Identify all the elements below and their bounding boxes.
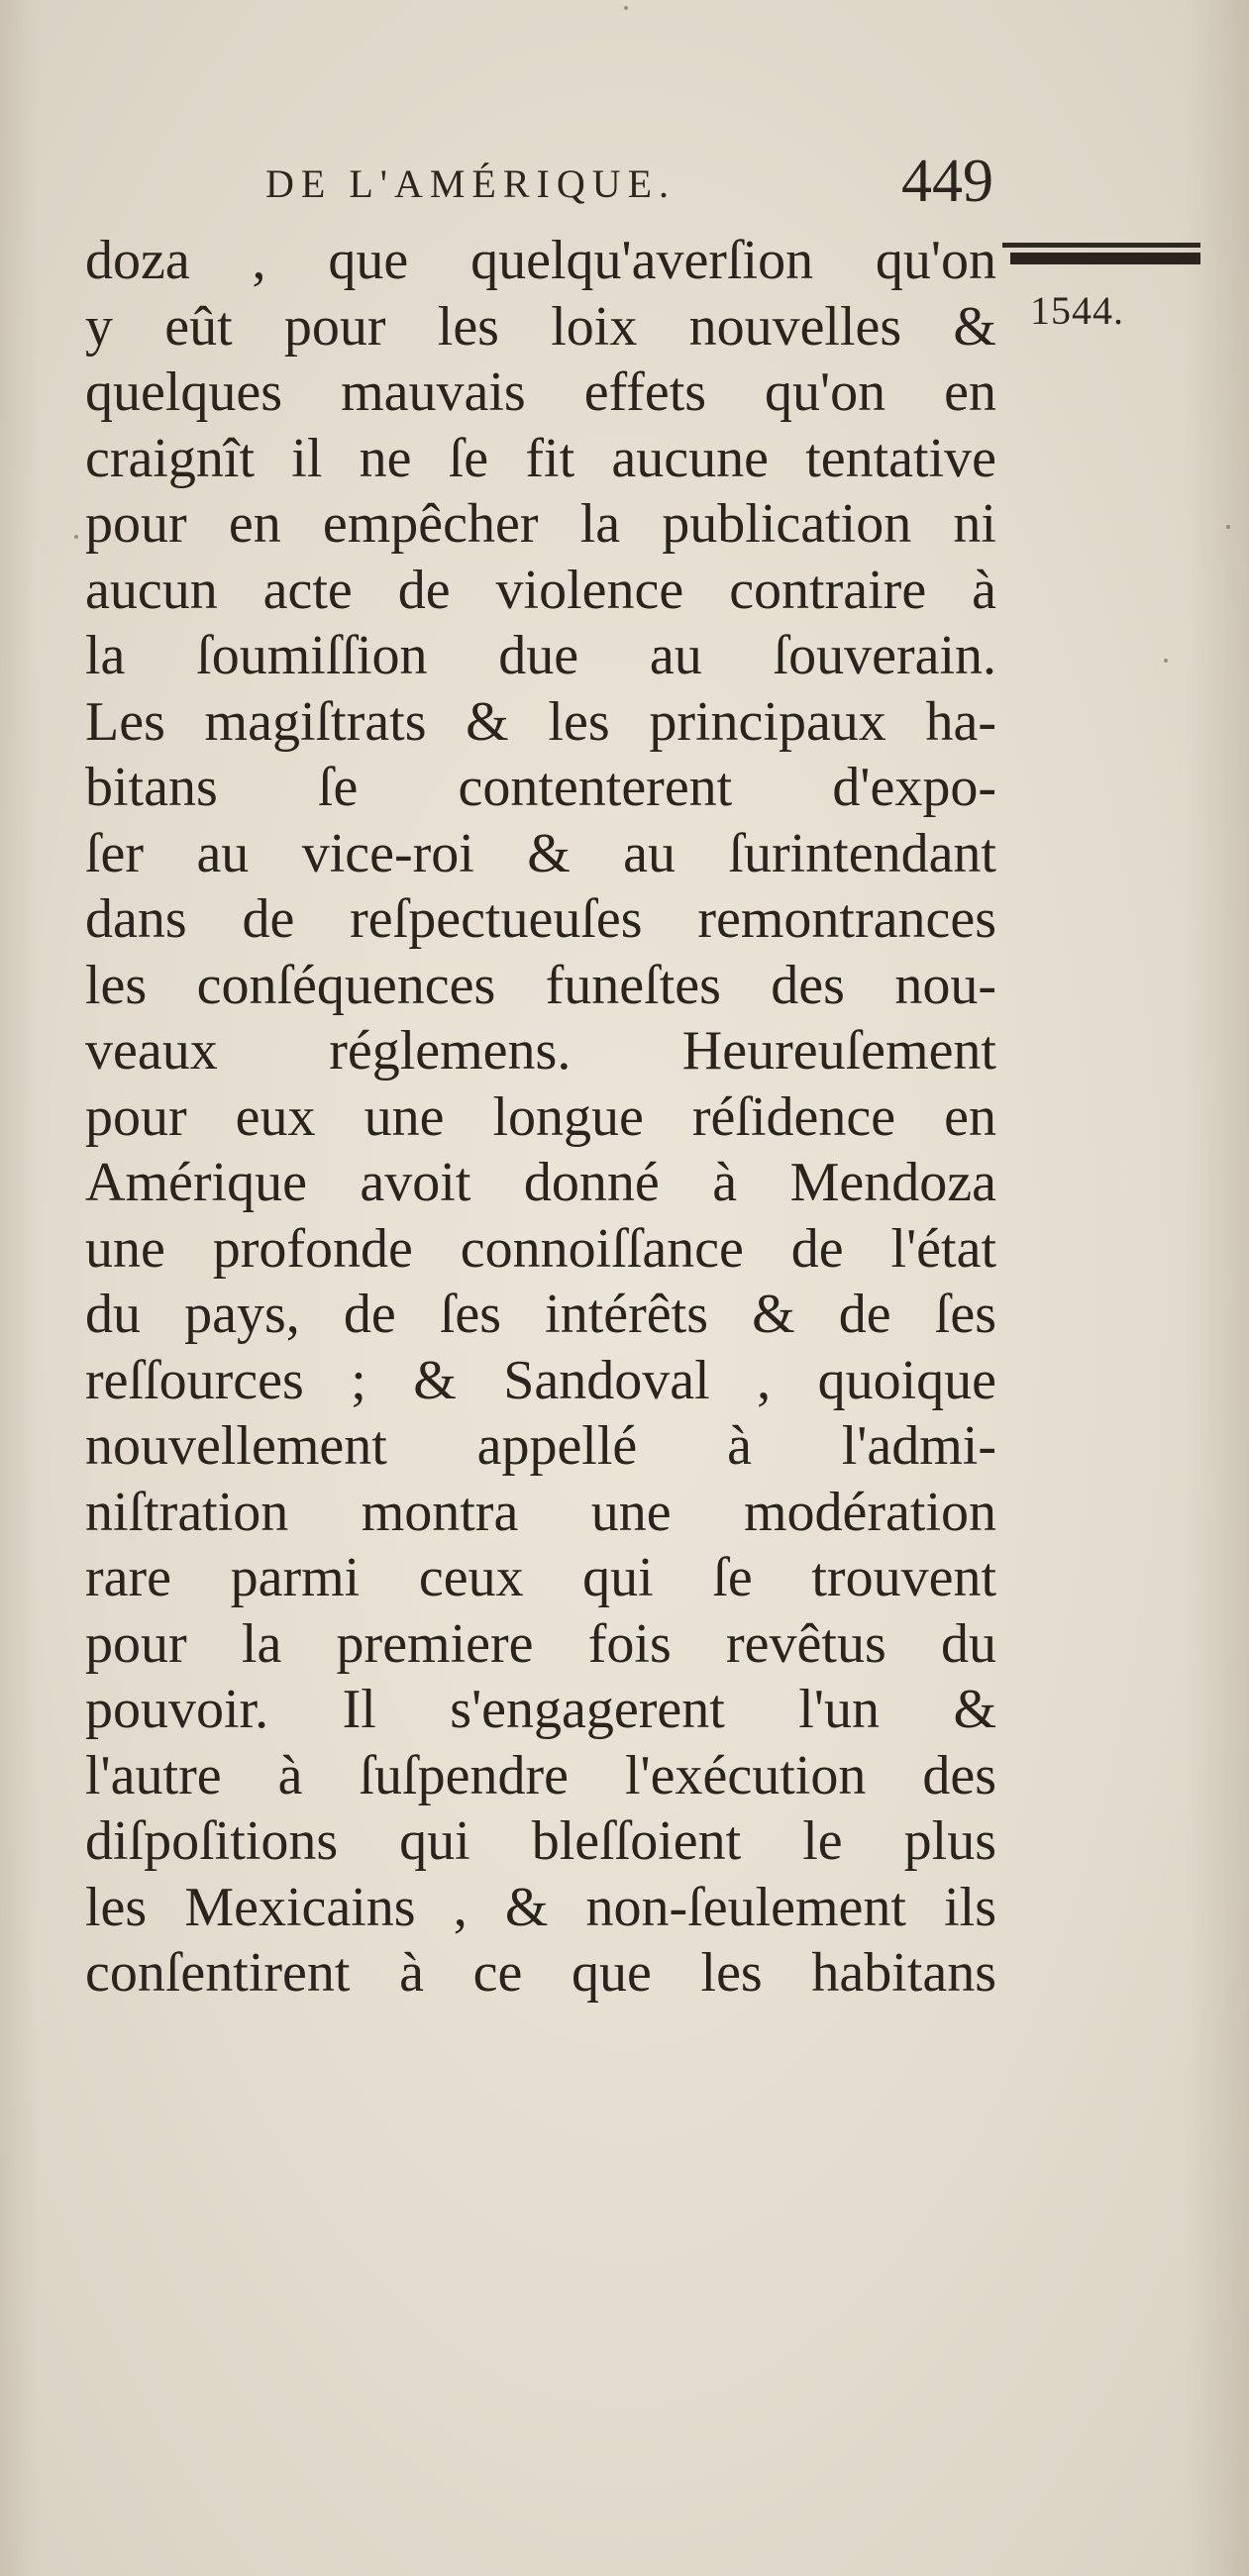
text-line: la ſoumiſſion due au ſouverain. [85,625,996,686]
text-line: reſſources ; & Sandoval , quoique [85,1349,996,1411]
text-line: rare parmi ceux qui ſe trouvent [85,1547,996,1608]
text-line: quelques mauvais effets qu'on en [85,361,996,423]
page-header [265,147,993,216]
text-line: bitans ſe contenterent d'expo- [85,757,996,818]
text-line: y eût pour les loix nouvelles & [85,295,996,358]
text-line: du pays, de ſes intérêts & de ſes [85,1284,996,1345]
text-line: une profonde connoiſſance de l'état [85,1217,996,1280]
text-line: niſtration montra une modération [85,1481,996,1543]
text-line: pouvoir. Il s'engagerent l'un & [85,1679,996,1740]
rule-thin-line [1002,243,1200,248]
text-line: Les magiſtrats & les principaux ha- [85,690,996,753]
text-line: ſer au vice-roi & au ſurintendant [85,822,996,884]
text-line: dans de reſpectueuſes remontrances [85,888,996,950]
text-line: nouvellement appellé à l'admi- [85,1415,996,1477]
paper-speck [74,535,78,539]
text-line: les conſéquences funeſtes des nou- [85,954,996,1016]
running-head: DE L'AMÉRIQUE. [265,161,677,206]
paper-speck [1164,659,1168,663]
text-line: diſpoſitions qui bleſſoient le plus [85,1810,996,1872]
text-line: veaux réglemens. Heureuſement [85,1020,996,1082]
text-line: aucun acte de violence contraire à [85,559,996,621]
rule-thick-line [1010,253,1200,264]
text-line: pour la premiere fois revêtus du [85,1612,996,1675]
text-line: les Mexicains , & non-ſeulement ils [85,1876,996,1938]
margin-year-note: 1544. [1030,288,1124,333]
text-line: craignît il ne ſe fit aucune tentative [85,427,996,489]
text-line: Amérique avoit donné à Mendoza [85,1152,996,1213]
body-text [85,228,996,2040]
text-line: pour en empêcher la publication ni [85,493,996,555]
text-line: l'autre à ſuſpendre l'exécution des [85,1744,996,1806]
page-number: 449 [901,148,993,215]
text-line: pour eux une longue réſidence en [85,1085,996,1148]
paper-speck [1226,525,1230,529]
text-line: conſentirent à ce que les habitans [85,1942,996,2004]
text-line: doza , que quelqu'averſion qu'on [85,230,996,291]
paper-speck [624,6,628,10]
marginal-rule [1002,243,1200,266]
